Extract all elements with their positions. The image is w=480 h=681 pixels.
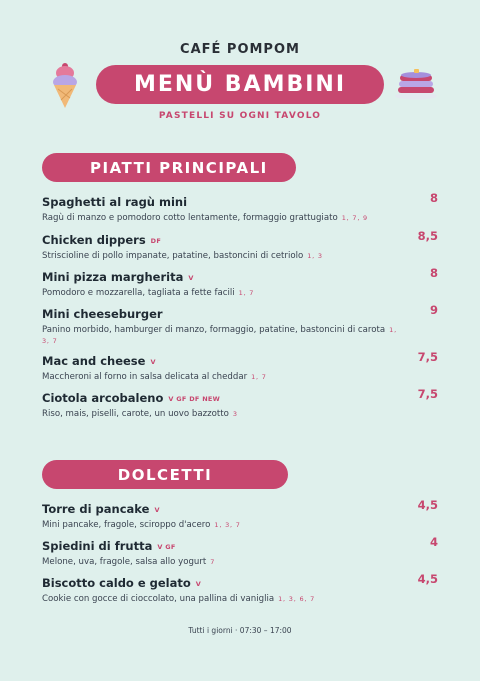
- menu-item: [42, 266, 438, 299]
- item-description: Pomodoro e mozzarella, tagliata a fette facili: [42, 288, 235, 298]
- menu-item: [42, 350, 438, 383]
- menu-item: [42, 191, 438, 224]
- item-name: Mini pizza margherita: [42, 270, 184, 284]
- item-price: 7,5: [417, 350, 438, 364]
- item-allergens: 1, 7, 9: [341, 214, 368, 222]
- item-tags: V: [195, 580, 202, 588]
- section-header-mains: [42, 153, 296, 182]
- tagline: PASTELLI SU OGNI TAVOLO: [158, 111, 322, 121]
- item-name: Ciotola arcobaleno: [42, 391, 164, 405]
- item-allergens: 1, 3, 7: [214, 521, 241, 529]
- item-description: Striscioline di pollo impanate, patatine, bastoncini di cetriolo: [42, 251, 304, 261]
- item-name: Chicken dippers: [42, 233, 146, 247]
- item-name: Spaghetti al ragù mini: [42, 195, 188, 209]
- item-name: Mini cheeseburger: [42, 307, 163, 321]
- item-allergens: 3: [232, 410, 238, 418]
- item-price: 9: [429, 303, 438, 317]
- item-name: Torre di pancake: [42, 502, 150, 516]
- item-description: Cookie con gocce di cioccolato, una pallina di vaniglia: [42, 594, 275, 604]
- item-description: Melone, uva, fragole, salsa allo yogurt: [42, 557, 207, 567]
- item-allergens: 7: [210, 558, 216, 566]
- item-tags: V: [150, 358, 156, 366]
- menu-item: [42, 572, 438, 605]
- item-name: Spiedini di frutta: [42, 539, 153, 553]
- item-price: 8: [429, 191, 438, 205]
- item-price: 7,5: [417, 387, 438, 401]
- menu-item: [42, 303, 438, 347]
- item-description: Ragù di manzo e pomodoro cotto lentamente, formaggio grattugiato: [42, 213, 338, 223]
- menu-item: [42, 229, 438, 262]
- cafe-name: CAFÉ POMPOM: [180, 42, 300, 57]
- section-header-desserts: [42, 460, 288, 489]
- menu-item: [42, 535, 438, 568]
- item-tags: V: [188, 274, 194, 282]
- item-tags: V: [154, 506, 160, 514]
- item-price: 4,5: [417, 572, 438, 586]
- menu-item: [42, 498, 438, 531]
- item-allergens: 1, 7: [251, 373, 267, 381]
- menu-title: MENÙ BAMBINI: [96, 65, 384, 104]
- item-tags: DF: [150, 237, 162, 245]
- item-name: Biscotto caldo e gelato: [42, 576, 191, 590]
- item-tags: V GF: [157, 543, 176, 551]
- item-allergens: 1, 3: [307, 252, 323, 260]
- opening-hours: Tutti i giorni · 07:30 – 17:00: [188, 626, 292, 635]
- menu-item: [42, 387, 438, 420]
- item-description: Panino morbido, hamburger di manzo, formaggio, patatine, bastoncini di carota: [42, 325, 386, 335]
- item-description: Maccheroni al forno in salsa delicata al cheddar: [42, 372, 248, 382]
- item-allergens: 1, 7: [238, 289, 255, 297]
- item-price: 8,5: [417, 229, 438, 243]
- item-allergens: 1, 3, 6, 7: [278, 595, 316, 603]
- item-allergens: 1, 3, 7: [42, 326, 397, 345]
- item-tags: V GF DF NEW: [168, 395, 221, 403]
- item-price: 4,5: [417, 498, 438, 512]
- section-title: PIATTI PRINCIPALI: [90, 158, 268, 177]
- item-price: 8: [429, 266, 438, 280]
- item-description: Mini pancake, fragole, sciroppo d'acero: [42, 520, 211, 530]
- item-price: 4: [429, 535, 438, 549]
- ice-cream-icon: [50, 58, 80, 110]
- section-title: DOLCETTI: [117, 465, 213, 484]
- item-description: Riso, mais, piselli, carote, un uovo bazzotto: [42, 409, 229, 419]
- pancake-stack-icon: [394, 66, 438, 100]
- item-name: Mac and cheese: [42, 354, 146, 368]
